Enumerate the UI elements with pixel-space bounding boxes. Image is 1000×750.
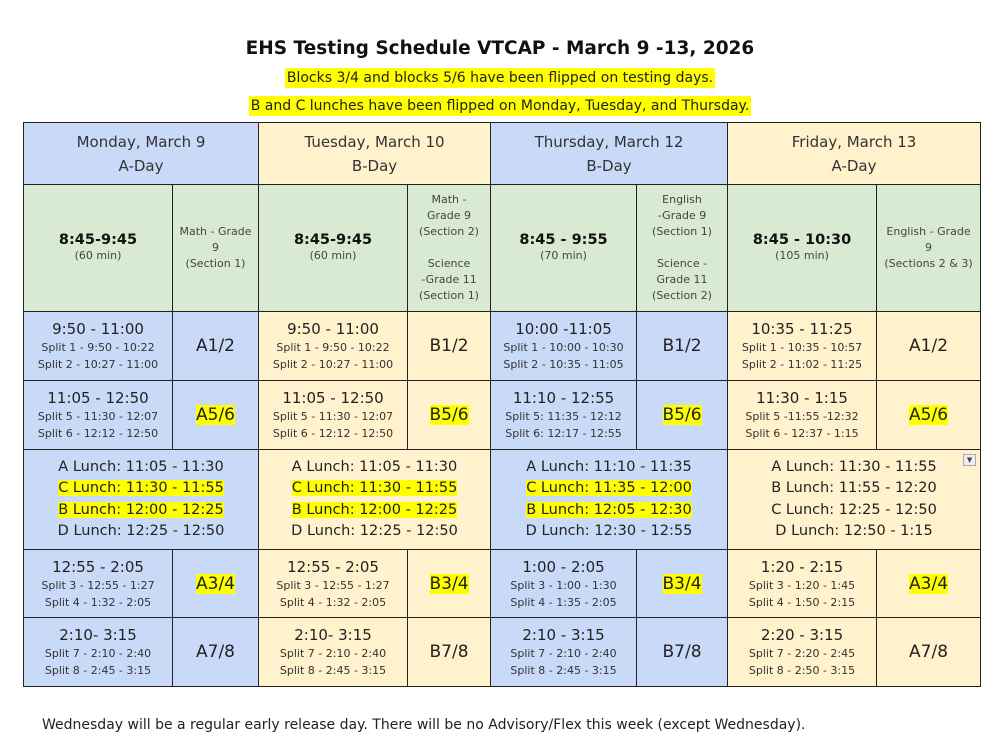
- lunch-line: [24, 478, 258, 500]
- testing-subject-line: English - Grade: [886, 225, 971, 238]
- block-time-cell: [24, 312, 173, 381]
- block-label: B3/4: [429, 573, 469, 594]
- testing-time: 8:45-9:45: [58, 232, 138, 248]
- testing-subject-line: Science: [427, 257, 471, 270]
- block-label: B1/2: [662, 336, 702, 356]
- day-type: B-Day: [586, 156, 632, 175]
- lunch-time: D Lunch: 12:50 - 1:15: [775, 523, 933, 539]
- block-time: 11:05 - 12:50: [47, 389, 149, 407]
- schedule-row: [24, 618, 981, 687]
- block-time-cell: [728, 312, 877, 381]
- day-date: Friday, March 13: [791, 132, 917, 151]
- block-label: B5/6: [429, 405, 469, 425]
- block-time: 12:55 - 2:05: [52, 557, 144, 576]
- lunch-line: [24, 457, 258, 479]
- block-label-cell: [877, 312, 981, 381]
- note-text: B and C lunches have been flipped on Monday, Tuesday, and Thursday.: [250, 98, 750, 114]
- testing-time: 8:45-9:45: [293, 232, 373, 248]
- block-time: 11:10 - 12:55: [512, 389, 615, 407]
- schedule-row: [24, 450, 981, 550]
- lunch-cell: [728, 450, 981, 550]
- testing-subject-line: [637, 240, 727, 256]
- lunch-time: B Lunch: 12:00 - 12:25: [58, 501, 224, 518]
- split-time: Split 8 - 2:45 - 3:15: [510, 664, 617, 677]
- split-time: Split 7 - 2:20 - 2:45: [748, 647, 856, 660]
- block-label-cell: [637, 550, 728, 618]
- day-header: [24, 123, 259, 185]
- block-label: A3/4: [196, 573, 235, 594]
- testing-subject-cell: [637, 185, 728, 312]
- block-label: B3/4: [662, 573, 702, 594]
- split-time: Split 7 - 2:10 - 2:40: [44, 647, 152, 660]
- block-time-cell: [491, 618, 637, 687]
- lunch-time: C Lunch: 11:30 - 11:55: [291, 480, 458, 496]
- block-time-cell: [728, 381, 877, 450]
- lunch-line: [491, 521, 727, 543]
- block-time-cell: [728, 618, 877, 687]
- block-label: A7/8: [909, 642, 949, 662]
- testing-time-cell: [24, 185, 173, 312]
- lunch-time: A Lunch: 11:10 - 11:35: [526, 458, 692, 475]
- footer-note: Wednesday will be a regular early release day. There will be no Advisory/Flex this week (except Wednesday).: [42, 717, 806, 733]
- lunch-time: B Lunch: 11:55 - 12:20: [771, 480, 937, 496]
- lunch-line: [728, 521, 980, 543]
- block-label: A5/6: [196, 405, 235, 425]
- day-date: Thursday, March 12: [534, 132, 684, 151]
- block-time: 9:50 - 11:00: [287, 320, 379, 338]
- block-label: B1/2: [429, 336, 469, 356]
- block-time: 2:10- 3:15: [294, 626, 372, 644]
- split-time: Split 2 - 10:27 - 11:00: [37, 358, 159, 371]
- testing-subject-line: Math - Grade: [179, 225, 252, 238]
- lunch-time: D Lunch: 12:30 - 12:55: [525, 523, 693, 539]
- block-label: A1/2: [196, 336, 235, 356]
- lunch-line: [24, 521, 258, 543]
- block-time-cell: [24, 618, 173, 687]
- split-time: Split 5 - 11:30 - 12:07: [37, 410, 159, 423]
- split-time: Split 5 -11:55 -12:32: [745, 410, 859, 423]
- schedule-row: [24, 185, 981, 312]
- day-type: A-Day: [118, 156, 164, 175]
- block-time: 1:20 - 2:15: [760, 557, 844, 576]
- lunch-line: [491, 478, 727, 500]
- block-label-cell: [173, 381, 259, 450]
- split-time: Split 3 - 12:55 - 1:27: [276, 578, 390, 592]
- testing-time: 8:45 - 10:30: [752, 232, 852, 248]
- lunch-time: D Lunch: 12:25 - 12:50: [57, 523, 225, 539]
- testing-subject-line: 9: [925, 241, 933, 254]
- split-time: Split 2 - 11:02 - 11:25: [741, 358, 863, 371]
- day-header: [259, 123, 491, 185]
- testing-subject-line: (Section 1): [652, 225, 712, 238]
- block-label-cell: [637, 381, 728, 450]
- testing-subject-line: (Section 2): [652, 289, 712, 302]
- block-label-cell: [877, 618, 981, 687]
- split-time: Split 3 - 1:00 - 1:30: [510, 578, 617, 592]
- split-time: Split 4 - 1:50 - 2:15: [748, 595, 856, 609]
- schedule-row: [24, 123, 981, 185]
- testing-subject-line: (Section 1): [419, 289, 479, 302]
- block-label: B5/6: [662, 405, 702, 425]
- block-label: A5/6: [909, 405, 949, 425]
- testing-time: 8:45 - 9:55: [519, 232, 608, 248]
- block-time: 11:30 - 1:15: [756, 389, 848, 407]
- split-time: Split 3 - 1:20 - 1:45: [748, 578, 856, 592]
- lunch-time: A Lunch: 11:05 - 11:30: [291, 458, 458, 475]
- testing-subject-line: Science -: [656, 257, 708, 270]
- block-label-cell: [408, 550, 491, 618]
- block-time: 2:10 - 3:15: [522, 626, 605, 644]
- lunch-line: [728, 457, 980, 479]
- block-label-cell: [173, 312, 259, 381]
- split-time: Split 1 - 9:50 - 10:22: [276, 341, 390, 354]
- lunch-line: [259, 521, 490, 543]
- lunch-time: C Lunch: 11:35 - 12:00: [526, 480, 692, 496]
- block-time-cell: [24, 550, 173, 618]
- block-label-cell: [637, 312, 728, 381]
- block-time-cell: [259, 312, 408, 381]
- lunch-time: B Lunch: 12:00 - 12:25: [291, 501, 458, 518]
- split-time: Split 1 - 9:50 - 10:22: [41, 341, 155, 354]
- day-header: [728, 123, 981, 185]
- split-time: Split 5 - 11:30 - 12:07: [272, 410, 394, 423]
- lunch-time: C Lunch: 11:30 - 11:55: [58, 480, 224, 496]
- testing-subject-line: -Grade 9: [657, 209, 707, 222]
- split-time: Split 8 - 2:50 - 3:15: [748, 664, 856, 677]
- testing-subject-cell: [408, 185, 491, 312]
- split-time: Split 4 - 1:32 - 2:05: [279, 595, 387, 609]
- page-title: EHS Testing Schedule VTCAP - March 9 -13, 2026: [245, 38, 755, 59]
- schedule-row: [24, 312, 981, 381]
- lunch-time: A Lunch: 11:30 - 11:55: [771, 458, 937, 475]
- block-label: A3/4: [909, 573, 949, 594]
- block-time: 10:35 - 11:25: [751, 320, 853, 338]
- testing-length: (70 min): [540, 249, 587, 262]
- split-time: Split 1 - 10:00 - 10:30: [503, 341, 624, 354]
- testing-length: (60 min): [309, 249, 357, 262]
- block-label-cell: [408, 618, 491, 687]
- block-time-cell: [24, 381, 173, 450]
- split-time: Split 6 - 12:12 - 12:50: [272, 427, 394, 440]
- block-time: 10:00 -11:05: [515, 320, 612, 338]
- split-time: Split 6: 12:17 - 12:55: [505, 427, 622, 440]
- testing-subject-line: [408, 240, 490, 256]
- split-time: Split 2 - 10:35 - 11:05: [503, 358, 624, 371]
- lunch-time: C Lunch: 12:25 - 12:50: [771, 501, 937, 518]
- lunch-cell: [259, 450, 491, 550]
- split-time: Split 4 - 1:32 - 2:05: [44, 595, 152, 609]
- block-label: A7/8: [196, 642, 235, 662]
- block-label-cell: [173, 618, 259, 687]
- testing-subject-line: Grade 11: [656, 273, 708, 286]
- lunch-line: [259, 500, 490, 522]
- split-time: Split 5: 11:35 - 12:12: [505, 410, 622, 423]
- block-time-cell: [259, 381, 408, 450]
- testing-subject-line: (Sections 2 & 3): [884, 257, 973, 270]
- block-time-cell: [491, 381, 637, 450]
- split-time: Split 7 - 2:10 - 2:40: [510, 647, 617, 660]
- block-label-cell: [173, 550, 259, 618]
- split-time: Split 3 - 12:55 - 1:27: [41, 578, 155, 592]
- block-label: B7/8: [429, 642, 469, 662]
- schedule-row: [24, 550, 981, 618]
- block-label-cell: [637, 618, 728, 687]
- block-time: 2:20 - 3:15: [760, 626, 844, 644]
- testing-subject-cell: [173, 185, 259, 312]
- testing-subject-cell: [877, 185, 981, 312]
- block-time-cell: [259, 550, 408, 618]
- lunch-cell: [491, 450, 728, 550]
- lunch-line: [728, 478, 980, 500]
- split-time: Split 2 - 10:27 - 11:00: [272, 358, 394, 371]
- day-type: B-Day: [351, 156, 398, 175]
- schedule-row: [24, 381, 981, 450]
- testing-subject-line: English: [662, 193, 702, 206]
- day-type: A-Day: [831, 156, 877, 175]
- testing-subject-line: Grade 9: [426, 209, 472, 222]
- testing-length: (105 min): [775, 249, 829, 262]
- lunch-line: [24, 500, 258, 522]
- note-text: Blocks 3/4 and blocks 5/6 have been flipped on testing days.: [286, 70, 714, 86]
- testing-time-cell: [491, 185, 637, 312]
- block-time-cell: [491, 550, 637, 618]
- note-lunches-flipped: [0, 98, 1000, 114]
- block-time: 11:05 - 12:50: [282, 389, 384, 407]
- block-time-cell: [259, 618, 408, 687]
- split-time: Split 6 - 12:12 - 12:50: [37, 427, 159, 440]
- block-time: 12:55 - 2:05: [287, 557, 379, 576]
- testing-time-cell: [728, 185, 877, 312]
- block-time: 2:10- 3:15: [59, 626, 137, 644]
- testing-subject-line: (Section 1): [185, 257, 246, 270]
- testing-length: (60 min): [74, 249, 122, 262]
- dropdown-arrow-icon[interactable]: ▼: [963, 454, 976, 466]
- lunch-time: A Lunch: 11:05 - 11:30: [58, 458, 224, 475]
- lunch-line: [259, 478, 490, 500]
- testing-subject-line: (Section 2): [419, 225, 479, 238]
- testing-time-cell: [259, 185, 408, 312]
- lunch-time: D Lunch: 12:25 - 12:50: [291, 523, 458, 539]
- split-time: Split 7 - 2:10 - 2:40: [279, 647, 387, 660]
- day-date: Monday, March 9: [76, 132, 206, 151]
- schedule-table: [23, 122, 981, 687]
- lunch-time: B Lunch: 12:05 - 12:30: [526, 501, 692, 518]
- lunch-line: [491, 500, 727, 522]
- lunch-line: [491, 457, 727, 479]
- block-time-cell: [728, 550, 877, 618]
- block-label: B7/8: [662, 642, 702, 662]
- block-label-cell: [877, 550, 981, 618]
- split-time: Split 4 - 1:35 - 2:05: [510, 595, 617, 609]
- block-time: 9:50 - 11:00: [52, 320, 144, 338]
- note-blocks-flipped: [0, 70, 1000, 86]
- testing-subject-line: 9: [212, 241, 219, 254]
- block-label-cell: [408, 312, 491, 381]
- lunch-line: [728, 500, 980, 522]
- block-label-cell: [877, 381, 981, 450]
- lunch-cell: [24, 450, 259, 550]
- block-time: 1:00 - 2:05: [522, 557, 605, 576]
- block-label: A1/2: [909, 336, 949, 356]
- split-time: Split 8 - 2:45 - 3:15: [279, 664, 387, 677]
- block-label-cell: [408, 381, 491, 450]
- split-time: Split 1 - 10:35 - 10:57: [741, 341, 863, 354]
- testing-subject-line: -Grade 11: [421, 273, 477, 286]
- split-time: Split 8 - 2:45 - 3:15: [44, 664, 152, 677]
- testing-subject-line: Math -: [431, 193, 467, 206]
- split-time: Split 6 - 12:37 - 1:15: [745, 427, 859, 440]
- day-header: [491, 123, 728, 185]
- day-date: Tuesday, March 10: [304, 132, 445, 151]
- lunch-line: [259, 457, 490, 479]
- block-time-cell: [491, 312, 637, 381]
